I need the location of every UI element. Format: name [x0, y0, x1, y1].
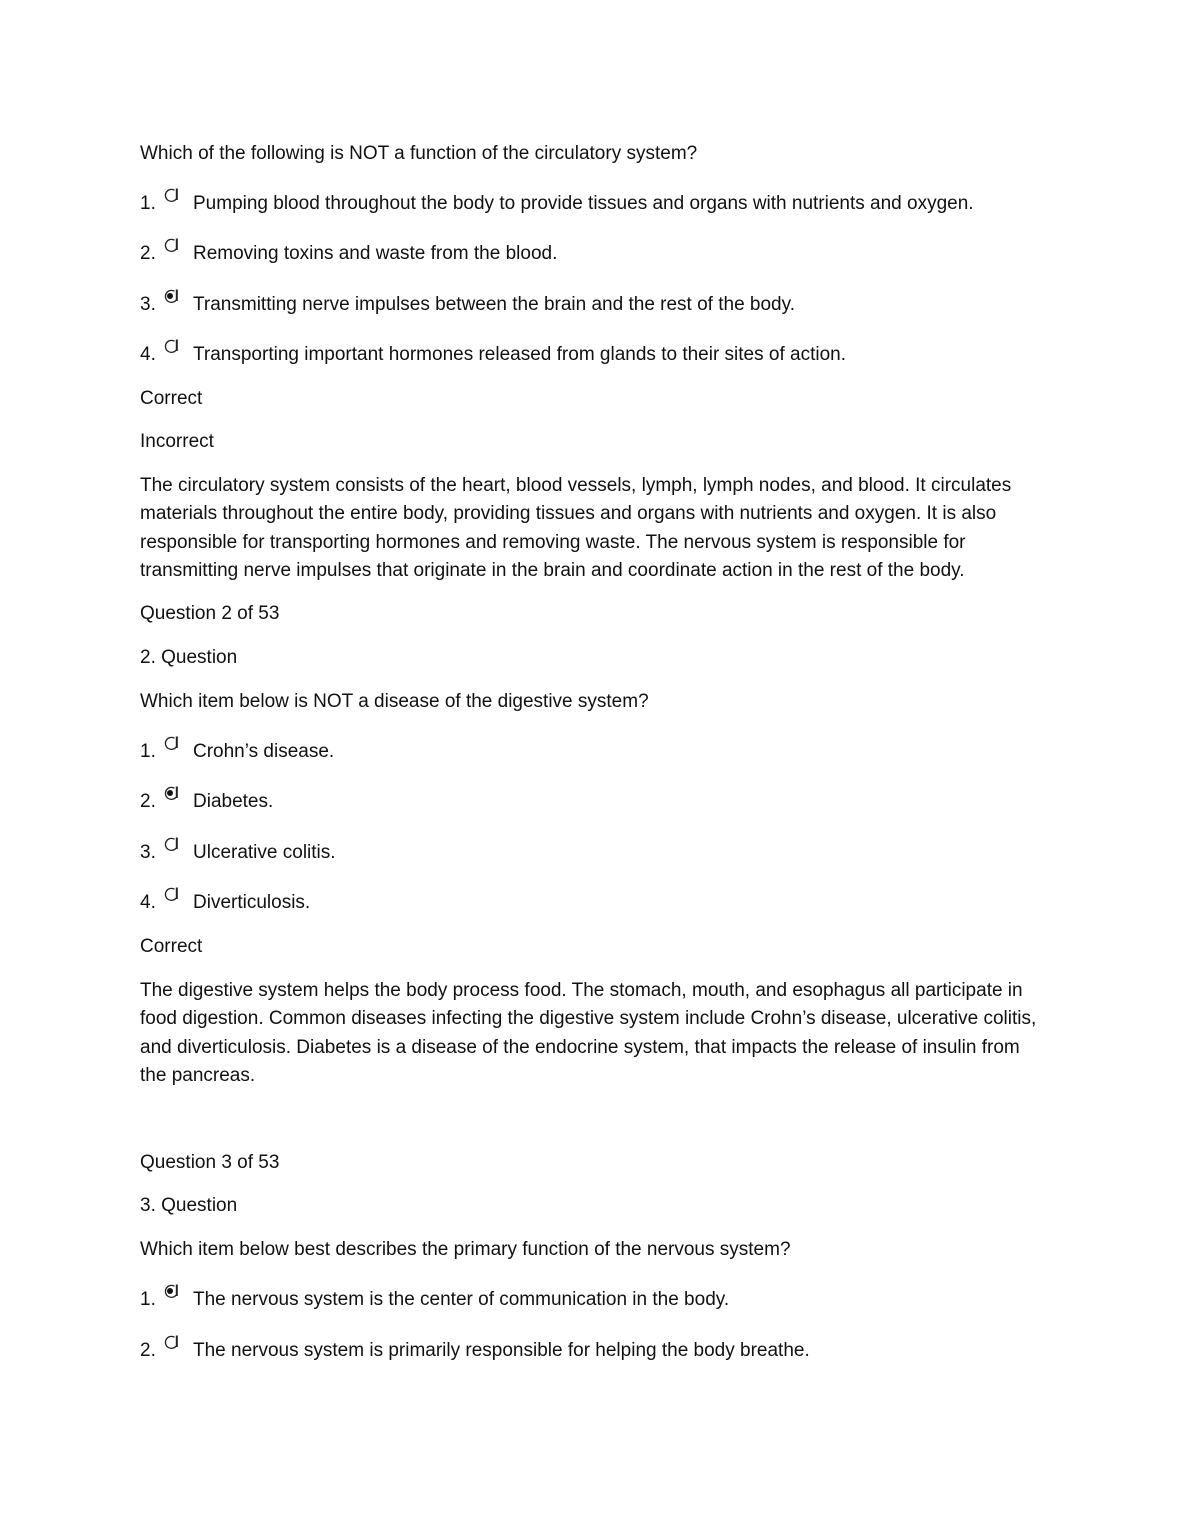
- q1-incorrect-label: Incorrect: [140, 431, 214, 452]
- radio-unselected-icon[interactable]: [162, 237, 180, 255]
- q3-option-1[interactable]: [140, 1286, 730, 1314]
- option-label: Pumping blood throughout the body to provide tissues and organs with nutrients and oxygen.: [193, 193, 974, 214]
- radio-selected-icon[interactable]: [162, 1283, 180, 1301]
- radio-unselected-icon[interactable]: [162, 187, 180, 205]
- option-number: 2.: [140, 791, 156, 812]
- radio-unselected-icon[interactable]: [162, 836, 180, 854]
- option-number: 2.: [140, 243, 156, 264]
- q2-option-1[interactable]: [140, 738, 335, 766]
- option-label: Transporting important hormones released from glands to their sites of action.: [193, 344, 847, 365]
- q3-heading: 3. Question: [140, 1195, 238, 1216]
- q3-option-2[interactable]: [140, 1337, 810, 1365]
- option-label: Transmitting nerve impulses between the brain and the rest of the body.: [193, 294, 795, 315]
- q1-option-2[interactable]: [140, 240, 558, 268]
- option-label: Diabetes.: [193, 791, 274, 812]
- option-label: Ulcerative colitis.: [193, 842, 336, 863]
- option-number: 1.: [140, 741, 156, 762]
- q2-option-4[interactable]: [140, 889, 311, 917]
- option-label: The nervous system is primarily responsible for helping the body breathe.: [193, 1340, 810, 1361]
- radio-selected-icon[interactable]: [162, 785, 180, 803]
- radio-unselected-icon[interactable]: [162, 338, 180, 356]
- q1-option-3[interactable]: [140, 291, 795, 319]
- radio-unselected-icon[interactable]: [162, 886, 180, 904]
- option-number: 4.: [140, 344, 156, 365]
- option-label: Removing toxins and waste from the blood.: [193, 243, 558, 264]
- q3-counter: Question 3 of 53: [140, 1152, 280, 1173]
- q2-counter: Question 2 of 53: [140, 603, 280, 624]
- option-label: The nervous system is the center of communication in the body.: [193, 1289, 730, 1310]
- option-number: 1.: [140, 1289, 156, 1310]
- option-number: 3.: [140, 842, 156, 863]
- q2-option-3[interactable]: [140, 839, 336, 867]
- radio-unselected-icon[interactable]: [162, 735, 180, 753]
- radio-unselected-icon[interactable]: [162, 1334, 180, 1352]
- option-number: 4.: [140, 892, 156, 913]
- option-number: 2.: [140, 1340, 156, 1361]
- option-label: Diverticulosis.: [193, 892, 311, 913]
- q1-correct-label: Correct: [140, 388, 203, 409]
- q2-correct-label: Correct: [140, 936, 203, 957]
- radio-selected-icon[interactable]: [162, 288, 180, 306]
- question-2-prompt: Which item below is NOT a disease of the digestive system?: [140, 691, 649, 712]
- option-number: 3.: [140, 294, 156, 315]
- question-1-prompt: Which of the following is NOT a function of the circulatory system?: [140, 143, 698, 164]
- option-label: Crohn’s disease.: [193, 741, 335, 762]
- q2-heading: 2. Question: [140, 647, 238, 668]
- q1-option-1[interactable]: [140, 190, 974, 218]
- q2-explanation: The digestive system helps the body process food. The stomach, mouth, and esophagus all participate in food digestion. Common diseases infecting the digestive system include Crohn’s disease, ulcerative colitis, and diverticulosis. Diabetes is a disease of the endocrine system, that impacts the release of insulin from the pancreas.: [140, 980, 1037, 1086]
- q1-option-4[interactable]: [140, 341, 847, 369]
- q1-explanation: The circulatory system consists of the heart, blood vessels, lymph, lymph nodes, and blood. It circulates materials throughout the entire body, providing tissues and organs with nutrients and oxygen. It is also responsible for transporting hormones and removing waste. The nervous system is responsible for transmitting nerve impulses that originate in the brain and coordinate action in the rest of the body.: [140, 475, 1012, 581]
- option-number: 1.: [140, 193, 156, 214]
- q2-option-2[interactable]: [140, 788, 274, 816]
- question-3-prompt: Which item below best describes the primary function of the nervous system?: [140, 1239, 791, 1260]
